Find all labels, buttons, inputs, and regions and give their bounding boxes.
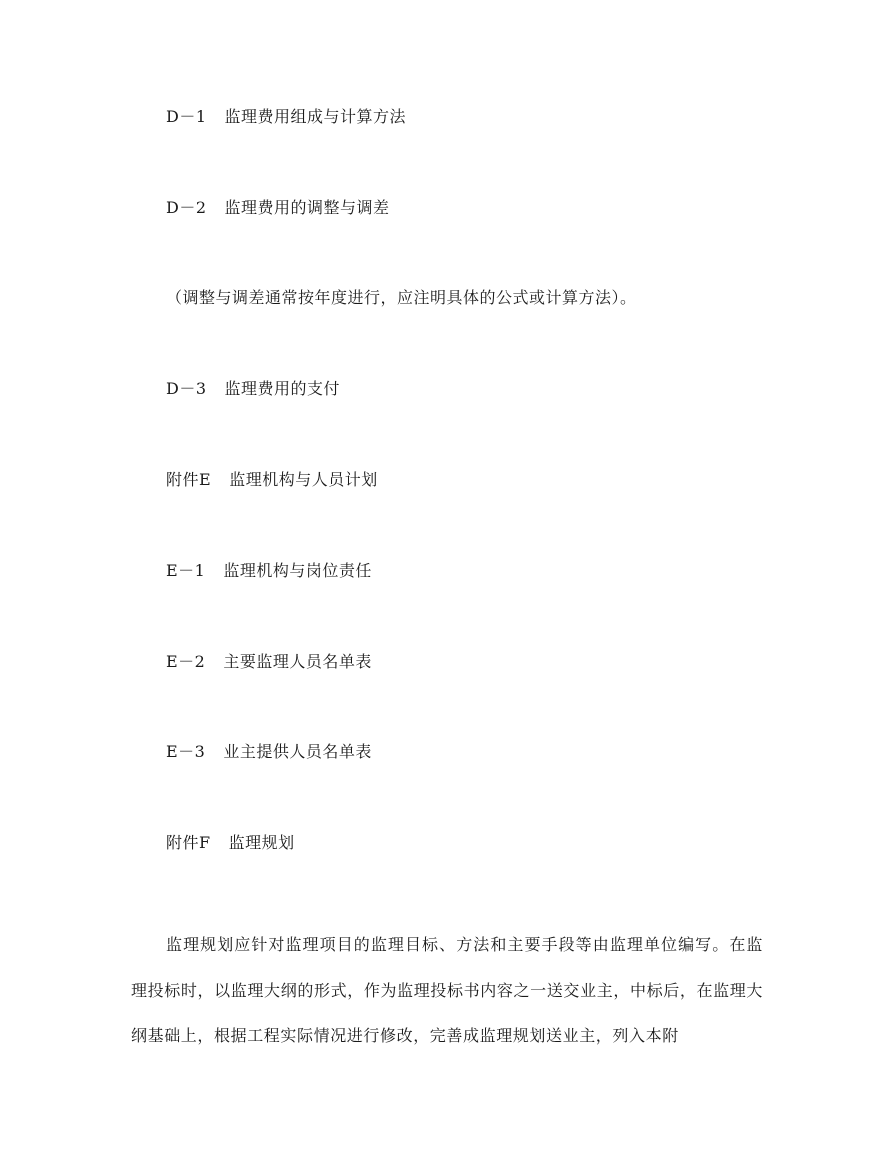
heading-d1 [166,107,406,127]
heading-code: E－2 [166,652,206,671]
note-content: （调整与调差通常按年度进行，应注明具体的公式或计算方法）。 [166,288,637,307]
heading-appendix-f [166,833,295,853]
heading-title: 监理规划 [228,833,295,852]
heading-code: E－3 [166,742,206,761]
heading-title: 主要监理人员名单表 [223,652,372,671]
heading-code: 附件F [166,833,211,852]
heading-code: D－2 [166,198,207,217]
heading-title: 监理费用组成与计算方法 [224,107,407,126]
heading-title: 业主提供人员名单表 [223,742,372,761]
heading-d3 [166,379,340,399]
heading-e2 [166,652,372,672]
heading-appendix-e [166,470,378,490]
heading-title: 监理机构与人员计划 [229,470,378,489]
heading-e3 [166,742,372,762]
heading-title: 监理机构与岗位责任 [223,561,372,580]
heading-code: D－3 [166,379,207,398]
heading-e1 [166,561,372,581]
heading-code: D－1 [166,107,207,126]
note-text [166,288,637,308]
heading-d2 [166,198,390,218]
heading-code: E－1 [166,561,206,580]
heading-code: 附件E [166,470,212,489]
heading-title: 监理费用的调整与调差 [224,198,390,217]
heading-title: 监理费用的支付 [224,379,341,398]
body-paragraph: 监理规划应针对监理项目的监理目标、方法和主要手段等由监理单位编写。在监理投标时，以监理大纲的形式，作为监理投标书内容之一送交业主，中标后，在监理大纲基础上，根据工程实际情况进行修改，完善成监理规划送业主，列入本附 [131,935,763,1045]
